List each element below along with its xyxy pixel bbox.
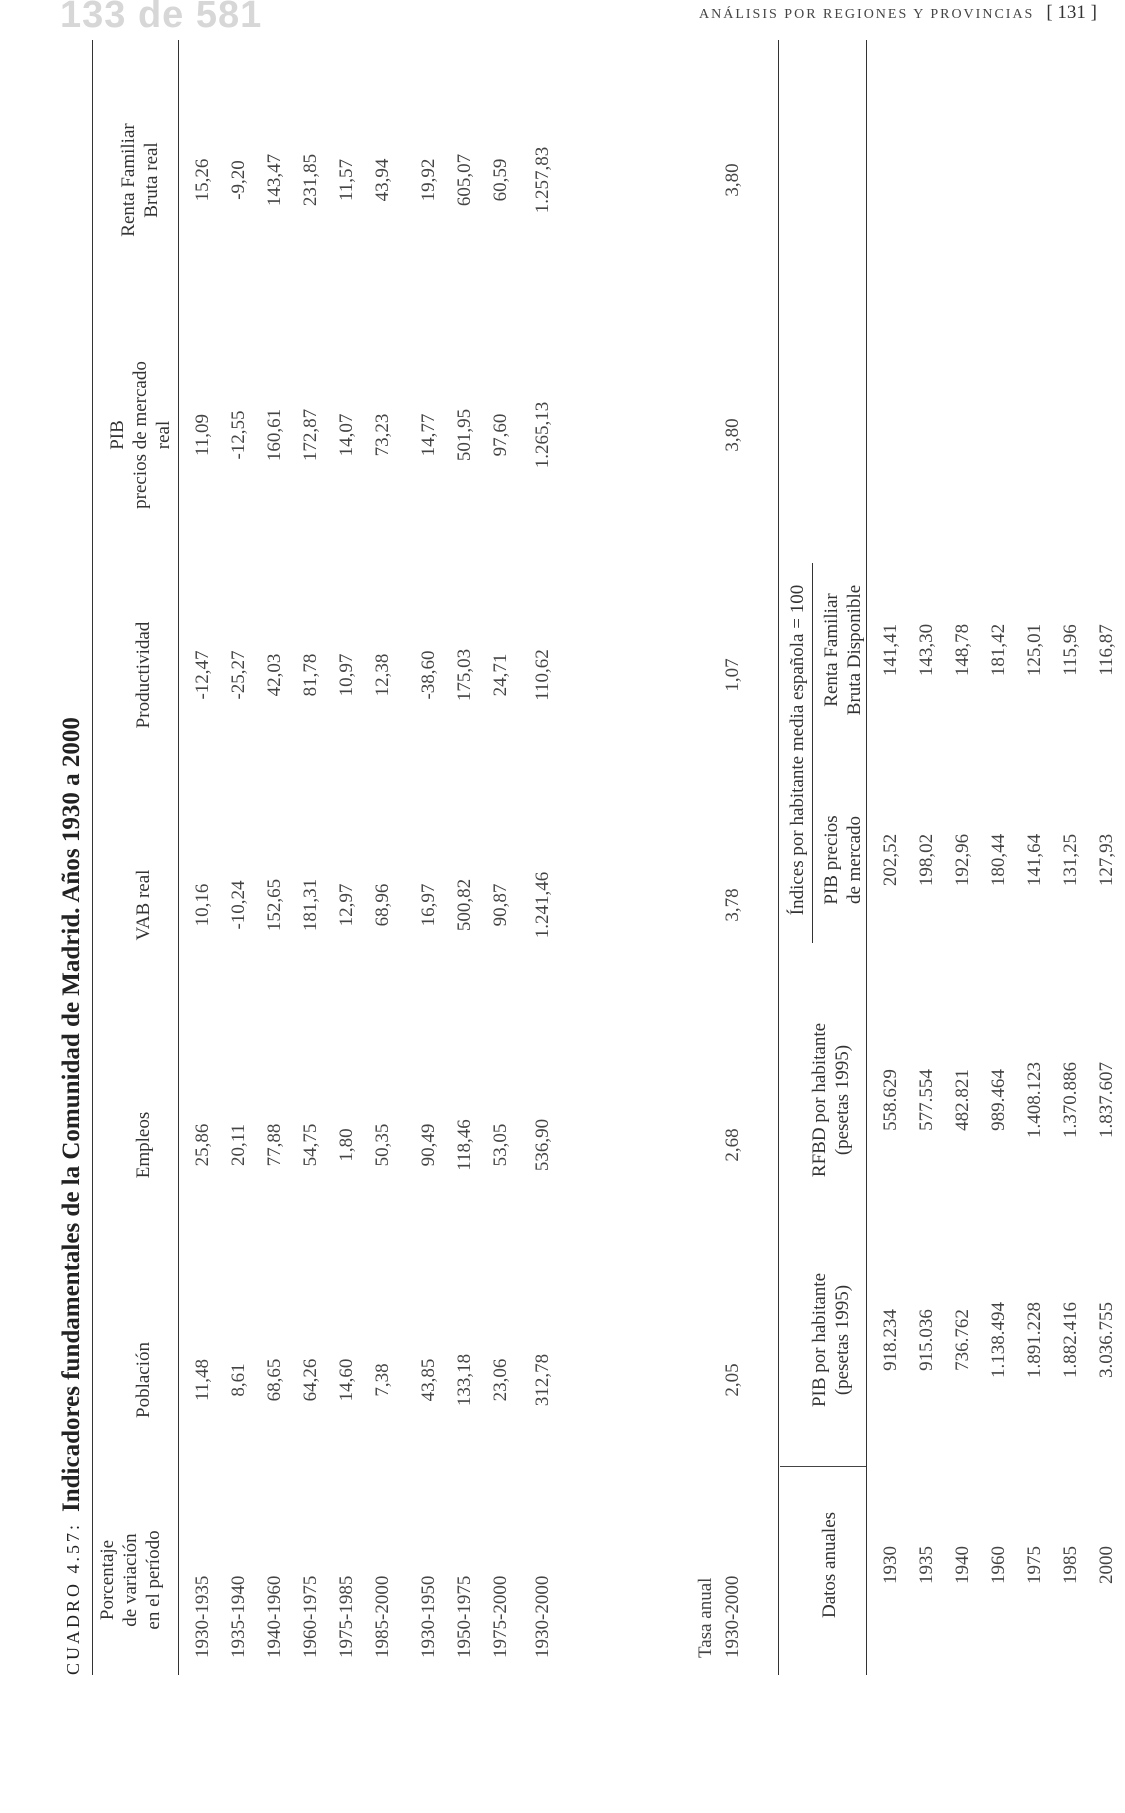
value-cell: 42,03 bbox=[264, 653, 285, 697]
table-row bbox=[1060, 35, 1082, 1735]
value-cell: 558.629 bbox=[880, 1069, 901, 1131]
value-cell: 68,65 bbox=[264, 1358, 285, 1402]
header-rfbd-hab-l1: RFBD por habitante bbox=[809, 1022, 830, 1178]
value-cell: -12,55 bbox=[228, 410, 249, 460]
value-cell: 131,25 bbox=[1060, 833, 1081, 887]
table-row bbox=[228, 35, 250, 1735]
value-cell: 605,07 bbox=[454, 153, 475, 207]
value-cell: 192,96 bbox=[952, 833, 973, 887]
header-pib-indice bbox=[820, 775, 866, 945]
value-cell: 68,96 bbox=[372, 883, 393, 927]
value-cell: 125,01 bbox=[1024, 623, 1045, 677]
rotated-table-page bbox=[0, 35, 1117, 1735]
header-period-l2: de variación bbox=[120, 1533, 141, 1627]
header-datos-anuales: Datos anuales bbox=[819, 1511, 840, 1619]
page-counter: 133 de 581 bbox=[60, 0, 263, 36]
period-cell: 1940-1960 bbox=[264, 1575, 285, 1658]
table-row bbox=[454, 35, 476, 1735]
year-cell: 1930 bbox=[880, 1546, 901, 1584]
value-cell: 143,47 bbox=[264, 153, 285, 207]
value-cell: 7,38 bbox=[372, 1363, 393, 1397]
value-cell: 3,80 bbox=[722, 163, 743, 197]
value-cell: 24,71 bbox=[490, 653, 511, 697]
value-cell: 152,65 bbox=[264, 878, 285, 932]
header-productividad: Productividad bbox=[133, 621, 154, 729]
table-row bbox=[490, 35, 512, 1735]
value-cell: 1,80 bbox=[336, 1128, 357, 1162]
header-period-l1: Porcentaje bbox=[97, 1539, 118, 1621]
period-cell: 1985-2000 bbox=[372, 1575, 393, 1658]
value-cell: 12,97 bbox=[336, 883, 357, 927]
value-cell: 16,97 bbox=[418, 883, 439, 927]
header-pib-hab-l2: (pesetas 1995) bbox=[832, 1284, 853, 1396]
year-cell: 1960 bbox=[988, 1546, 1009, 1584]
indices-rule bbox=[812, 563, 813, 943]
year-cell: 2000 bbox=[1096, 1546, 1117, 1584]
header-rfbd-hab-l2: (pesetas 1995) bbox=[832, 1044, 853, 1156]
header-indices: Índices por habitante media española = 100 bbox=[787, 584, 808, 916]
value-cell: -38,60 bbox=[418, 650, 439, 700]
table-number: CUADRO 4.57: bbox=[63, 1521, 83, 1675]
value-cell: 97,60 bbox=[490, 413, 511, 457]
header-renta-idx-l2: Bruta Disponible bbox=[844, 584, 865, 716]
value-cell: 43,85 bbox=[418, 1358, 439, 1402]
value-cell: 11,09 bbox=[192, 413, 213, 457]
value-cell: 1,07 bbox=[722, 658, 743, 692]
table2-header-rule bbox=[866, 40, 867, 1675]
datos-separator bbox=[780, 1466, 866, 1467]
table-row bbox=[952, 35, 974, 1735]
value-cell: 10,16 bbox=[192, 883, 213, 927]
value-cell: 3,78 bbox=[722, 888, 743, 922]
running-head-text: ANÁLISIS POR REGIONES Y PROVINCIAS bbox=[699, 7, 1035, 22]
value-cell: 116,87 bbox=[1096, 624, 1117, 676]
value-cell: 482.821 bbox=[952, 1069, 973, 1131]
value-cell: 312,78 bbox=[532, 1353, 553, 1407]
header-pib bbox=[106, 320, 175, 550]
value-cell: 12,38 bbox=[372, 653, 393, 697]
table-row bbox=[1096, 35, 1118, 1735]
value-cell: 160,61 bbox=[264, 408, 285, 462]
header-pib-l2: precios de mercado bbox=[130, 361, 151, 509]
value-cell: -25,27 bbox=[228, 650, 249, 700]
header-renta-idx-l1: Renta Familiar bbox=[821, 593, 842, 707]
table-title bbox=[58, 717, 86, 1675]
value-cell: 1.241,46 bbox=[532, 871, 553, 939]
value-cell: 148,78 bbox=[952, 623, 973, 677]
value-cell: 172,87 bbox=[300, 408, 321, 462]
value-cell: 1.138.494 bbox=[988, 1302, 1009, 1378]
value-cell: 915.036 bbox=[916, 1309, 937, 1371]
value-cell: 231,85 bbox=[300, 153, 321, 207]
table-row bbox=[336, 35, 358, 1735]
period-cell: 1930-2000 bbox=[722, 1575, 743, 1658]
value-cell: 90,87 bbox=[490, 883, 511, 927]
header-pib-idx-l1: PIB precios bbox=[821, 815, 842, 905]
tasa-anual-label: Tasa anual bbox=[695, 1577, 716, 1658]
value-cell: 53,05 bbox=[490, 1123, 511, 1167]
table-row bbox=[722, 35, 744, 1735]
value-cell: -10,24 bbox=[228, 880, 249, 930]
value-cell: 64,26 bbox=[300, 1358, 321, 1402]
value-cell: 536,90 bbox=[532, 1118, 553, 1172]
value-cell: 198,02 bbox=[916, 833, 937, 887]
header-renta bbox=[117, 65, 163, 295]
value-cell: 118,46 bbox=[454, 1119, 475, 1171]
header-poblacion: Población bbox=[133, 1342, 154, 1418]
table-row bbox=[300, 35, 322, 1735]
table-row bbox=[532, 35, 554, 1735]
header-rfbd-habitante bbox=[808, 985, 854, 1215]
value-cell: 181,42 bbox=[988, 623, 1009, 677]
period-cell: 1960-1975 bbox=[300, 1575, 321, 1658]
value-cell: 23,06 bbox=[490, 1358, 511, 1402]
header-pib-l1: PIB bbox=[107, 420, 128, 450]
value-cell: 1.257,83 bbox=[532, 146, 553, 214]
header-period-l3: en el período bbox=[143, 1530, 164, 1630]
value-cell: 14,77 bbox=[418, 413, 439, 457]
value-cell: 141,64 bbox=[1024, 833, 1045, 887]
value-cell: 500,82 bbox=[454, 878, 475, 932]
value-cell: 577.554 bbox=[916, 1069, 937, 1131]
value-cell: 54,75 bbox=[300, 1123, 321, 1167]
value-cell: 3,80 bbox=[722, 418, 743, 452]
value-cell: 20,11 bbox=[228, 1123, 249, 1167]
value-cell: 115,96 bbox=[1060, 624, 1081, 676]
value-cell: 1.408.123 bbox=[1024, 1062, 1045, 1138]
value-cell: 918.234 bbox=[880, 1309, 901, 1371]
value-cell: 14,07 bbox=[336, 413, 357, 457]
value-cell: 73,23 bbox=[372, 413, 393, 457]
value-cell: 141,41 bbox=[880, 623, 901, 677]
header-renta-l2: Bruta real bbox=[141, 142, 162, 218]
header-renta-l1: Renta Familiar bbox=[118, 123, 139, 237]
table-row bbox=[264, 35, 286, 1735]
value-cell: 11,48 bbox=[192, 1358, 213, 1402]
value-cell: 10,97 bbox=[336, 653, 357, 697]
value-cell: 501,95 bbox=[454, 408, 475, 462]
period-cell: 1950-1975 bbox=[454, 1575, 475, 1658]
value-cell: 736.762 bbox=[952, 1309, 973, 1371]
value-cell: -9,20 bbox=[228, 160, 249, 200]
page-number: [ 131 ] bbox=[1046, 2, 1097, 23]
table1-top-rule bbox=[92, 40, 93, 1675]
value-cell: -12,47 bbox=[192, 650, 213, 700]
header-renta-indice bbox=[820, 555, 866, 745]
value-cell: 3.036.755 bbox=[1096, 1302, 1117, 1378]
header-pib-habitante bbox=[808, 1225, 854, 1455]
value-cell: 19,92 bbox=[418, 158, 439, 202]
period-cell: 1975-1985 bbox=[336, 1575, 357, 1658]
value-cell: 180,44 bbox=[988, 833, 1009, 887]
running-head bbox=[699, 2, 1097, 24]
value-cell: 989.464 bbox=[988, 1069, 1009, 1131]
year-cell: 1935 bbox=[916, 1546, 937, 1584]
value-cell: 202,52 bbox=[880, 833, 901, 887]
year-cell: 1975 bbox=[1024, 1546, 1045, 1584]
value-cell: 81,78 bbox=[300, 653, 321, 697]
value-cell: 77,88 bbox=[264, 1123, 285, 1167]
value-cell: 127,93 bbox=[1096, 833, 1117, 887]
value-cell: 8,61 bbox=[228, 1363, 249, 1397]
header-pib-idx-l2: de mercado bbox=[844, 815, 865, 905]
value-cell: 50,35 bbox=[372, 1123, 393, 1167]
value-cell: 175,03 bbox=[454, 648, 475, 702]
value-cell: 133,18 bbox=[454, 1353, 475, 1407]
value-cell: 110,62 bbox=[532, 649, 553, 701]
period-cell: 1935-1940 bbox=[228, 1575, 249, 1658]
year-cell: 1985 bbox=[1060, 1546, 1081, 1584]
table-row bbox=[880, 35, 902, 1735]
value-cell: 2,68 bbox=[722, 1128, 743, 1162]
period-cell: 1930-1950 bbox=[418, 1575, 439, 1658]
table-row bbox=[1024, 35, 1046, 1735]
value-cell: 1.891.228 bbox=[1024, 1302, 1045, 1378]
value-cell: 1.882.416 bbox=[1060, 1302, 1081, 1378]
value-cell: 1.370.886 bbox=[1060, 1062, 1081, 1138]
value-cell: 1.265,13 bbox=[532, 401, 553, 469]
value-cell: 181,31 bbox=[300, 878, 321, 932]
header-period bbox=[96, 1500, 165, 1660]
table-row bbox=[916, 35, 938, 1735]
value-cell: 90,49 bbox=[418, 1123, 439, 1167]
value-cell: 143,30 bbox=[916, 623, 937, 677]
period-cell: 1930-1935 bbox=[192, 1575, 213, 1658]
table-row bbox=[372, 35, 394, 1735]
header-vab: VAB real bbox=[133, 869, 154, 941]
period-cell: 1975-2000 bbox=[490, 1575, 511, 1658]
value-cell: 60,59 bbox=[490, 158, 511, 202]
header-pib-hab-l1: PIB por habitante bbox=[809, 1272, 830, 1408]
table-title-text: Indicadores fundamentales de la Comunidad de Madrid. Años 1930 a 2000 bbox=[58, 717, 85, 1512]
value-cell: 15,26 bbox=[192, 158, 213, 202]
header-empleos: Empleos bbox=[133, 1111, 154, 1179]
table-row bbox=[418, 35, 440, 1735]
header-pib-l3: real bbox=[153, 420, 174, 450]
value-cell: 43,94 bbox=[372, 158, 393, 202]
year-cell: 1940 bbox=[952, 1546, 973, 1584]
value-cell: 2,05 bbox=[722, 1363, 743, 1397]
value-cell: 14,60 bbox=[336, 1358, 357, 1402]
table-row bbox=[192, 35, 214, 1735]
value-cell: 11,57 bbox=[336, 158, 357, 202]
table1-header-rule bbox=[178, 40, 179, 1675]
table-row bbox=[988, 35, 1010, 1735]
table2-top-rule bbox=[778, 40, 779, 1675]
value-cell: 1.837.607 bbox=[1096, 1062, 1117, 1138]
period-cell: 1930-2000 bbox=[532, 1575, 553, 1658]
value-cell: 25,86 bbox=[192, 1123, 213, 1167]
